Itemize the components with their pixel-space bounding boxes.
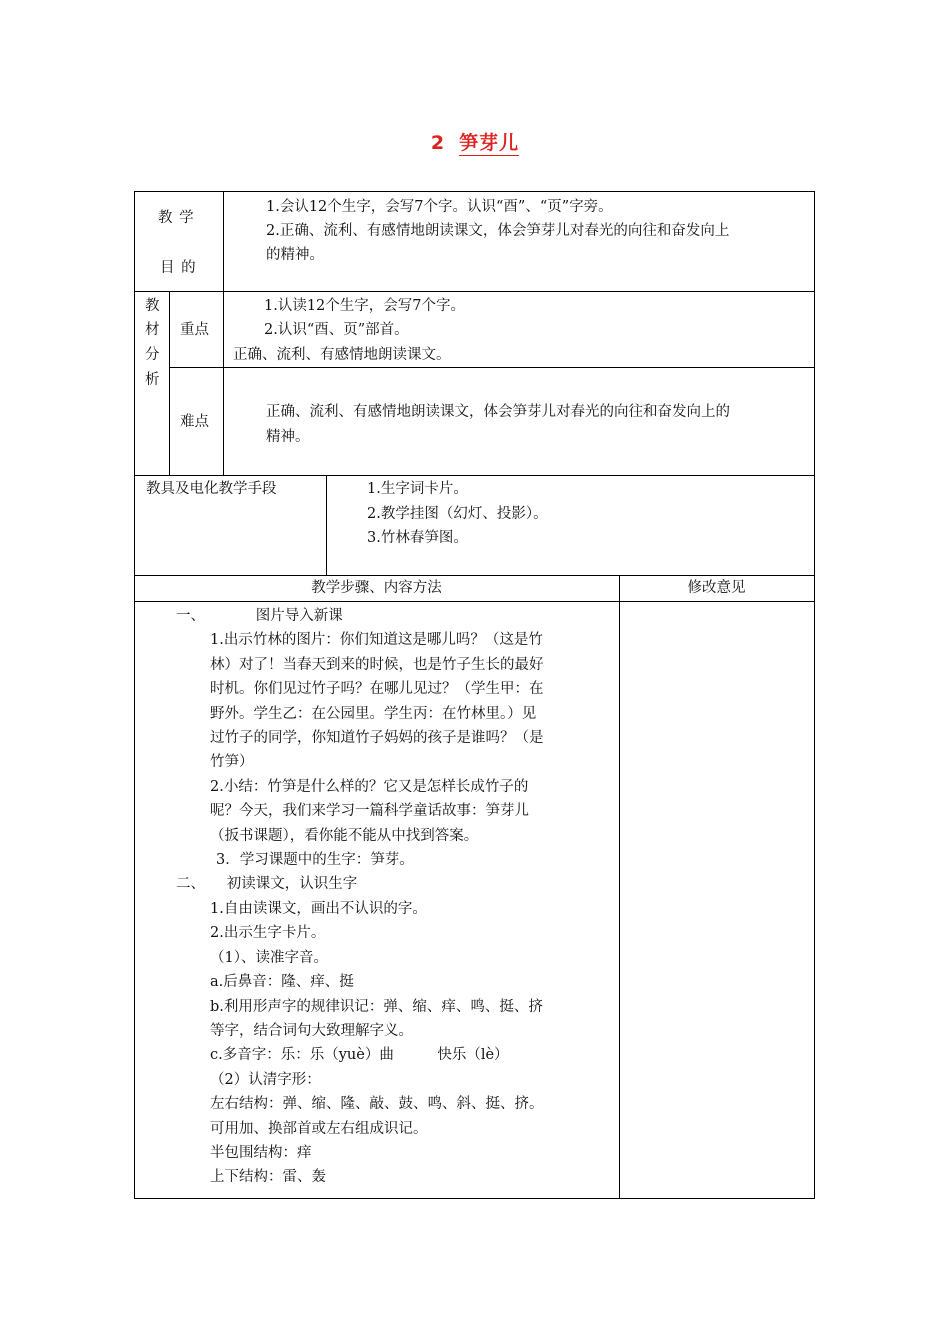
step-line: a.后鼻音：隆、痒、挺 bbox=[210, 974, 354, 991]
key-point-line: 2.认识“酉、页”部首。 bbox=[264, 322, 409, 338]
difficult-points-label: 难点 bbox=[180, 414, 209, 430]
analysis-label-char: 分 bbox=[145, 347, 160, 363]
tools-label: 教具及电化教学手段 bbox=[146, 481, 277, 497]
step-line: c.多音字：乐：乐（yuè）曲 快乐（lè） bbox=[210, 1047, 509, 1064]
difficult-point-line: 正确、流利、有感情地朗读课文，体会笋芽儿对春光的向往和奋发向上的 bbox=[266, 404, 730, 420]
step-line: 2.小结：竹笋是什么样的？它又是怎样长成竹子的 bbox=[210, 778, 529, 795]
step-line: 一、 图片导入新课 bbox=[176, 608, 343, 624]
col-divider bbox=[169, 291, 170, 476]
lesson-title-text: 笋芽儿 bbox=[459, 132, 520, 154]
step-line: 呢？今天，我们来学习一篇科学童话故事：笋芽儿 bbox=[210, 803, 529, 820]
step-line: 二、 初读课文，认识生字 bbox=[176, 876, 358, 893]
col-divider bbox=[223, 191, 224, 476]
step-line: （1）、读准字音。 bbox=[210, 949, 328, 966]
lesson-title bbox=[0, 128, 950, 155]
step-line: 2.出示生字卡片。 bbox=[210, 925, 326, 942]
objectives-label-top: 教 学 bbox=[158, 210, 195, 226]
step-line: 林）对了！当春天到来的时候，也是竹子生长的最好 bbox=[210, 656, 544, 673]
difficult-point-line: 精神。 bbox=[266, 429, 310, 445]
step-line: 左右结构：弹、缩、隆、敲、鼓、鸣、斜、挺、挤。 bbox=[210, 1096, 544, 1113]
objective-line: 1.会认12个生字，会写7个字。认识“酉”、“页”字旁。 bbox=[266, 199, 613, 215]
tools-item: 3.竹林春笋图。 bbox=[367, 530, 468, 546]
table-border-right bbox=[814, 191, 815, 1199]
col-divider bbox=[619, 575, 620, 1199]
step-line: 时机。你们见过竹子吗？在哪儿见过？（学生甲：在 bbox=[210, 681, 544, 698]
objective-line: 2.正确、流利、有感情地朗读课文，体会笋芽儿对春光的向往和奋发向上 bbox=[266, 223, 730, 239]
objectives-label-bottom: 目 的 bbox=[160, 260, 197, 276]
step-line: b.利用形声字的规律识记：弹、缩、痒、鸣、挺、挤 bbox=[210, 998, 543, 1015]
lesson-number: 2 bbox=[430, 132, 446, 154]
row-divider bbox=[134, 575, 815, 576]
step-line: 1.出示竹林的图片：你们知道这是哪儿吗？（这是竹 bbox=[210, 632, 543, 649]
step-line: （2）认清字形： bbox=[210, 1071, 321, 1088]
step-line: （扳书课题），看你能不能从中找到答案。 bbox=[210, 827, 479, 844]
step-line: 1.自由读课文，画出不认识的字。 bbox=[210, 900, 427, 917]
tools-item: 2.教学挂图（幻灯、投影）。 bbox=[367, 506, 548, 522]
row-divider bbox=[169, 367, 815, 368]
step-line: 上下结构：雷、轰 bbox=[210, 1169, 326, 1186]
objective-line: 的精神。 bbox=[266, 247, 324, 263]
tools-item: 1.生字词卡片。 bbox=[367, 481, 468, 497]
row-divider bbox=[134, 291, 815, 292]
table-border-left bbox=[134, 191, 135, 1199]
row-divider bbox=[134, 475, 815, 476]
step-line: 竹笋） bbox=[210, 754, 254, 771]
step-line: 半包围结构：痒 bbox=[210, 1144, 312, 1161]
step-line: 3．学习课题中的生字：笋芽。 bbox=[216, 852, 414, 869]
key-points-label: 重点 bbox=[180, 322, 209, 338]
analysis-label-char: 教 bbox=[145, 298, 160, 314]
table-border-bottom bbox=[134, 1198, 815, 1199]
step-line: 野外。学生乙：在公园里。学生丙：在竹林里。）见 bbox=[210, 705, 537, 722]
teaching-steps bbox=[150, 604, 615, 1190]
key-point-line: 正确、流利、有感情地朗读课文。 bbox=[233, 347, 451, 363]
analysis-label-char: 材 bbox=[145, 322, 160, 338]
table-border-top bbox=[134, 191, 815, 192]
analysis-label-char: 析 bbox=[145, 372, 160, 388]
col-divider bbox=[326, 475, 327, 576]
step-line: 可用加、换部首或左右组成识记。 bbox=[210, 1120, 428, 1137]
key-point-line: 1.认读12个生字，会写7个字。 bbox=[264, 298, 466, 314]
row-divider bbox=[134, 601, 815, 602]
step-line: 过竹子的同学，你知道竹子妈妈的孩子是谁吗？（是 bbox=[210, 730, 544, 747]
steps-header-right: 修改意见 bbox=[687, 580, 746, 596]
step-line: 等字，结合词句大致理解字义。 bbox=[210, 1022, 413, 1039]
steps-header-left: 教学步骤、内容方法 bbox=[311, 580, 442, 596]
